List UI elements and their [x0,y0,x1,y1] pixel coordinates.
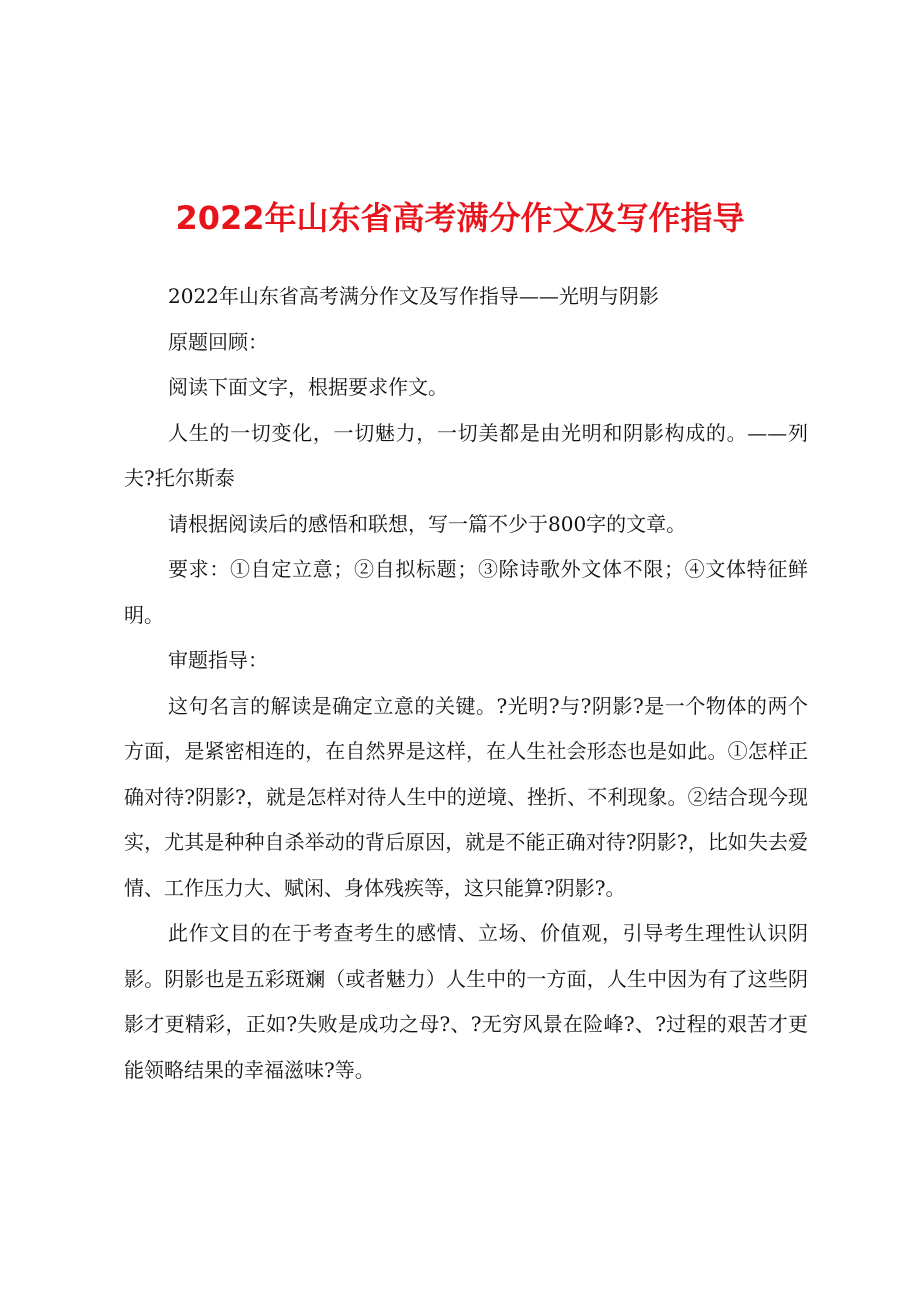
document-body [124,274,808,1093]
paragraph-quote: 人生的一切变化，一切魅力，一切美都是由光明和阴影构成的。——列夫?托尔斯泰 [124,420,808,490]
paragraph-requirements: 要求：①自定立意；②自拟标题；③除诗歌外文体不限；④文体特征鲜明。 [124,557,808,627]
paragraph-subtitle: 2022年山东省高考满分作文及写作指导——光明与阴影 [168,284,659,308]
paragraph-section-heading-original-question: 原题回顾： [168,329,268,354]
paragraph-section-heading-guidance: 审题指导： [168,648,268,672]
paragraph-guidance-1: 这句名言的解读是确定立意的关键。?光明?与?阴影?是一个物体的两个方面，是紧密相连的，在自然界是这样，在人生社会形态也是如此。①怎样正确对待?阴影?，就是怎样对待人生中的逆境、挫折、不利现象。②结合现今现实，尤其是种种自杀举动的背后原因，就是不能正确对待?阴影?，比如失去爱情、工作压力大、赋闲、身体残疾等，这只能算?阴影?。 [124,693,808,900]
paragraph-instruction: 阅读下面文字，根据要求作文。 [168,375,448,399]
paragraph-guidance-2: 此作文目的在于考查考生的感情、立场、价值观，引导考生理性认识阴影。阴影也是五彩斑斓（或者魅力）人生中的一方面，人生中因为有了这些阴影才更精彩，正如?失败是成功之母?、?无穷风景在险峰?、?过程的艰苦才更能领略结果的幸福滋味?等。 [124,921,808,1082]
document-title: 2022年山东省高考满分作文及写作指导 [175,199,745,237]
paragraph-task: 请根据阅读后的感悟和联想，写一篇不少于800字的文章。 [168,511,687,536]
